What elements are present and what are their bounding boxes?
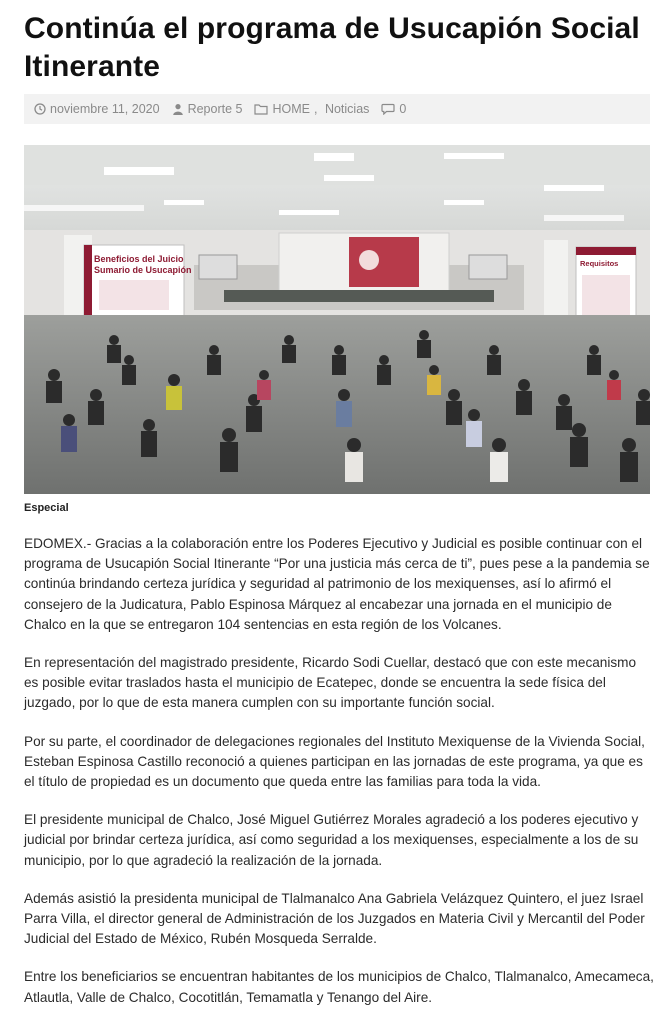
category-home-link[interactable]: HOME [272,102,310,116]
paragraph-3: Por su parte, el coordinador de delegaciones regionales del Instituto Mexiquense de la Vivienda Social, Esteban Espinosa Castillo reconoció a quienes participan en las jornadas de este programa, ya que es el título de propiedad es un documento que queda entre las familias para toda la vida. [24,733,645,790]
paragraph-1: EDOMEX.- Gracias a la colaboración entre los Poderes Ejecutivo y Judicial es posible continuar con el programa de Usucapión Social Itinerante “Por una justicia más cerca de ti”, pues pese a la pandemia se continúa brindando certeza jurídica y seguridad al patrimonio de los mexiquenses, así lo afirmó el consejero de la Judicatura, Pablo Espinosa Márquez al encabezar una jornada en el municipio de Chalco en la que se entregaron 104 sentencias en esta región de los Volcanes. [24,536,650,632]
article-body [24,534,654,1024]
meta-comments[interactable] [381,102,406,116]
meta-author [172,102,243,116]
folder-icon [254,103,268,115]
meta-date [34,102,160,116]
paragraph-6: Entre los beneficiarios se encuentran habitantes de los municipios de Chalco, Tlalmanalco, Amecameca, Atlautla, Valle de Chalco, Cocotitlán, Temamatla y Tenango del Aire. [24,969,654,1005]
article-meta-bar [24,94,650,124]
article-title: Continúa el programa de Usucapión Social Itinerante [24,12,640,83]
category-separator: , [313,102,321,116]
photo-caption: Especial [24,502,69,514]
article-photo [24,145,650,494]
user-icon [172,103,184,115]
banner-left-text-1: Beneficios del Juicio [94,254,184,264]
date-link[interactable]: noviembre 11, 2020 [50,102,160,116]
comments-count-link[interactable]: 0 [399,102,407,116]
clock-icon [34,103,46,115]
meta-categories [254,102,369,116]
comment-icon [381,103,395,115]
paragraph-5: Además asistió la presidenta municipal de Tlalmanalco Ana Gabriela Velázquez Quintero, el juez Israel Parra Villa, el director general de Administración de los Juzgados en Materia Civil y Mercantil del Poder Judicial del Estado de México, Rubén Mosqueda Serralde. [24,890,645,947]
banner-left-text-2: Sumario de Usucapión [94,265,192,275]
paragraph-4: El presidente municipal de Chalco, José Miguel Gutiérrez Morales agradeció a los poderes ejecutivo y judicial por brindar certeza jurídica, así como seguridad a los mexiquenses, especialmente a los de su municipio, por lo que agradeció la realización de la jornada. [24,812,639,868]
paragraph-2: En representación del magistrado presidente, Ricardo Sodi Cuellar, destacó que con este mecanismo es posible evitar traslados hasta el municipio de Ecatepec, donde se encuentra la sede física del juzgado, por lo que de esta manera cumplen con su importante función social. [24,655,637,711]
banner-right-text: Requisitos [580,259,619,268]
category-news-link[interactable]: Noticias [324,102,370,116]
author-link[interactable]: Reporte 5 [187,102,243,116]
